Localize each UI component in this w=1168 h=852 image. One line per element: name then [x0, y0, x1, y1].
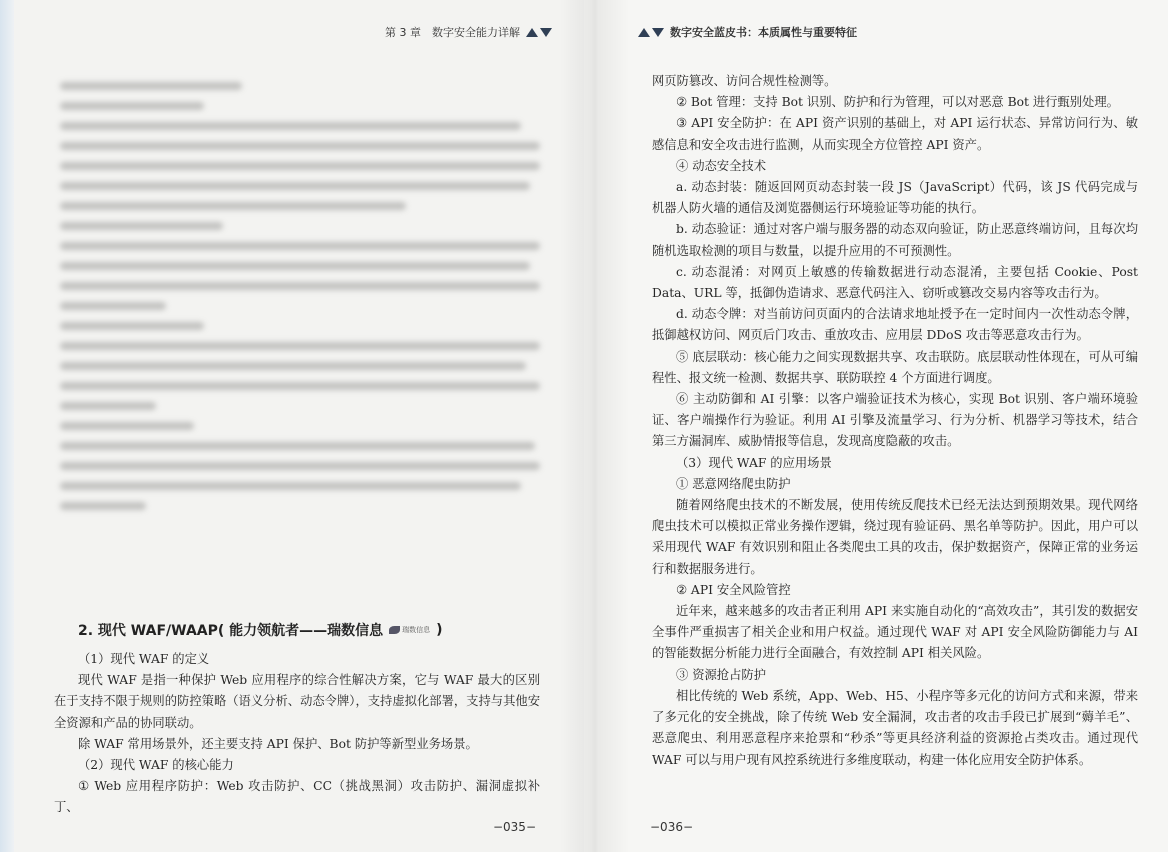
- paragraph: ③ 资源抢占防护: [676, 667, 766, 682]
- paragraph: （1）现代 WAF 的定义: [78, 652, 210, 666]
- right-page: [584, 0, 1168, 852]
- paragraph: ① 恶意网络爬虫防护: [676, 476, 791, 491]
- paragraph: 现代 WAF 是指一种保护 Web 应用程序的综合性解决方案，它与 WAF 最大的区别在于支持不限于规则的防控策略（语义分析、动态令牌），支持虚拟化部署，支持与其他安全资源和产品的协同联动。: [54, 673, 540, 730]
- paragraph: ② API 安全风险管控: [676, 582, 791, 597]
- chapter-title: 第 3 章 数字安全能力详解: [385, 26, 520, 39]
- page-edge: [0, 0, 14, 852]
- paragraph: ③ API 安全防护：在 API 资产识别的基础上，对 API 运行状态、异常访问行为、敏感信息和安全攻击进行监测，从而实现全方位管控 API 资产。: [652, 116, 1138, 152]
- paragraph: （3）现代 WAF 的应用场景: [676, 455, 832, 470]
- section-heading-close: ): [436, 622, 443, 638]
- paragraph: a. 动态封装：随返回网页动态封装一段 JS（JavaScript）代码，该 JS 代码完成与机器人防火墙的通信及浏览器侧运行环境验证等功能的执行。: [652, 180, 1138, 216]
- triangle-up-icon: [638, 28, 650, 37]
- paragraph: b. 动态验证：通过对客户端与服务器的动态双向验证，防止恶意终端访问，且每次均随机选取检测的项目与数量，以提升应用的不可预测性。: [652, 222, 1138, 258]
- right-page-header: [638, 24, 857, 40]
- paragraph: d. 动态令牌：对当前访问页面内的合法请求地址授予在一定时间内一次性动态令牌，抵御越权访问、网页后门攻击、重放攻击、应用层 DDoS 攻击等恶意攻击行为。: [652, 307, 1138, 343]
- triangle-down-icon: [540, 28, 552, 37]
- paragraph: 随着网络爬虫技术的不断发展，使用传统反爬技术已经无法达到预期效果。现代网络爬虫技术可以模拟正常业务操作逻辑，绕过现有验证码、黑名单等防护。因此，用户可以采用现代 WAF 有效识别和阻止各类爬虫工具的攻击，保护数据资产，保障正常的业务运行和数据服务进行。: [652, 498, 1138, 576]
- company-logo: [389, 625, 430, 635]
- logo-text: 瑞数信息: [402, 626, 431, 634]
- paragraph: 网页防篡改、访问合规性检测等。: [652, 74, 837, 88]
- paragraph: ⑤ 底层联动：核心能力之间实现数据共享、攻击联防。底层联动性体现在，可从可编程性、报文统一检测、数据共享、联防联控 4 个方面进行调度。: [652, 349, 1138, 385]
- right-body-text: [652, 71, 1138, 771]
- triangle-down-icon: [652, 28, 664, 37]
- section-heading-text: 2. 现代 WAF/WAAP( 能力领航者——瑞数信息: [78, 623, 384, 639]
- paragraph: ⑥ 主动防御和 AI 引擎：以客户端验证技术为核心，实现 Bot 识别、客户端环境验证、客户端操作行为验证。利用 AI 引擎及流量学习、行为分析、机器学习等技术，结合第三方漏洞库、威胁情报等信息，发现高度隐蔽的攻击。: [652, 392, 1138, 449]
- paragraph: 除 WAF 常用场景外，还主要支持 API 保护、Bot 防护等新型业务场景。: [78, 736, 478, 751]
- paragraph: ① Web 应用程序防护：Web 攻击防护、CC（挑战黑洞）攻击防护、漏洞虚拟补丁、: [54, 779, 540, 815]
- paragraph: ② Bot 管理：支持 Bot 识别、防护和行为管理，可以对恶意 Bot 进行甄别处理。: [676, 95, 1119, 110]
- left-page-header: [385, 24, 552, 40]
- page-number: −036−: [650, 820, 694, 834]
- triangle-up-icon: [526, 28, 538, 37]
- paragraph: 相比传统的 Web 系统，App、Web、H5、小程序等多元化的访问方式和来源，带来了多元化的安全挑战，除了传统 Web 安全漏洞，攻击者的攻击手段已扩展到“薅羊毛”、恶意爬虫、利用恶意程序来抢票和“秒杀”等更具经济利益的资源抢占类攻击。通过现代 WAF 可以与用户现有风控系统进行多维度联动，构建一体化应用安全防护体系。: [652, 688, 1138, 767]
- paragraph: c. 动态混淆：对网页上敏感的传输数据进行动态混淆，主要包括 Cookie、Post Data、URL 等，抵御伪造请求、恶意代码注入、窃听或篡改交易内容等攻击行为。: [652, 264, 1138, 301]
- logo-mark-icon: [389, 626, 400, 634]
- page-number: −035−: [492, 820, 536, 834]
- left-body-text: [54, 649, 540, 819]
- paragraph: （2）现代 WAF 的核心能力: [78, 758, 234, 773]
- paragraph: ④ 动态安全技术: [676, 158, 766, 173]
- blurred-text-block: [60, 70, 540, 521]
- book-title: 数字安全蓝皮书：本质属性与重要特征: [670, 26, 857, 39]
- paragraph: 近年来，越来越多的攻击者正利用 API 来实施自动化的“高效攻击”，其引发的数据安全事件严重损害了相关企业和用户权益。通过现代 WAF 对 API 安全风险防御能力与 AI 的智能数据分析能力进行全面融合，有效控制 API 相关风险。: [652, 604, 1138, 661]
- section-heading: [78, 620, 443, 640]
